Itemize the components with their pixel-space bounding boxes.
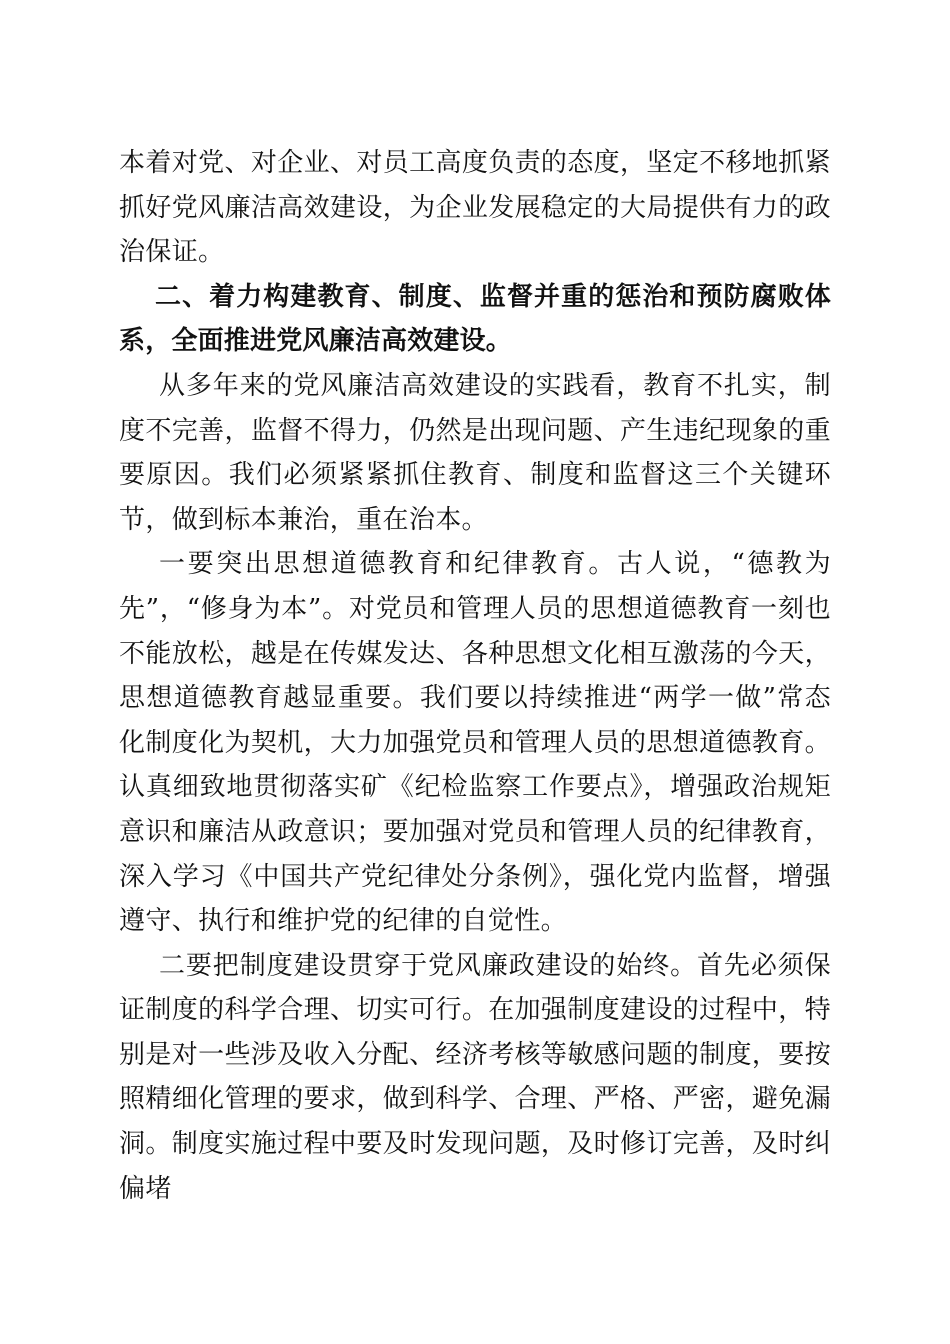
paragraph-practice-analysis: 从多年来的党风廉洁高效建设的实践看，教育不扎实，制度不完善，监督不得力，仍然是出现问题、产生违纪现象的重要原因。我们必须紧紧抓住教育、制度和监督这三个关键环节，做到标本兼治，重在治本。: [119, 370, 831, 535]
paragraph-system-building: 二要把制度建设贯穿于党风廉政建设的始终。首先必须保证制度的科学合理、切实可行。在加强制度建设的过程中，特别是对一些涉及收入分配、经济考核等敏感问题的制度，要按照精细化管理的要求，做到科学、合理、严格、严密，避免漏洞。制度实施过程中要及时发现问题，及时修订完善，及时纠偏堵: [119, 950, 831, 1204]
paragraph-continuation: 本着对党、对企业、对员工高度负责的态度，坚定不移地抓紧抓好党风廉洁高效建设，为企业发展稳定的大局提供有力的政治保证。: [119, 148, 831, 268]
paragraph-moral-education: 一要突出思想道德教育和纪律教育。古人说，“德教为先”，“修身为本”。对党员和管理人员的思想道德教育一刻也不能放松，越是在传媒发达、各种思想文化相互激荡的今天，思想道德教育越显重要。我们要以持续推进“两学一做”常态化制度化为契机，大力加强党员和管理人员的思想道德教育。认真细致地贯彻落实矿《纪检监察工作要点》，增强政治规矩意识和廉洁从政意识；要加强对党员和管理人员的纪律教育，深入学习《中国共产党纪律处分条例》，强化党内监督，增强遵守、执行和维护党的纪律的自觉性。: [119, 549, 831, 937]
section-heading: 二、着力构建教育、制度、监督并重的惩治和预防腐败体系，全面推进党风廉洁高效建设。: [119, 281, 831, 357]
document-body: [119, 141, 831, 1211]
